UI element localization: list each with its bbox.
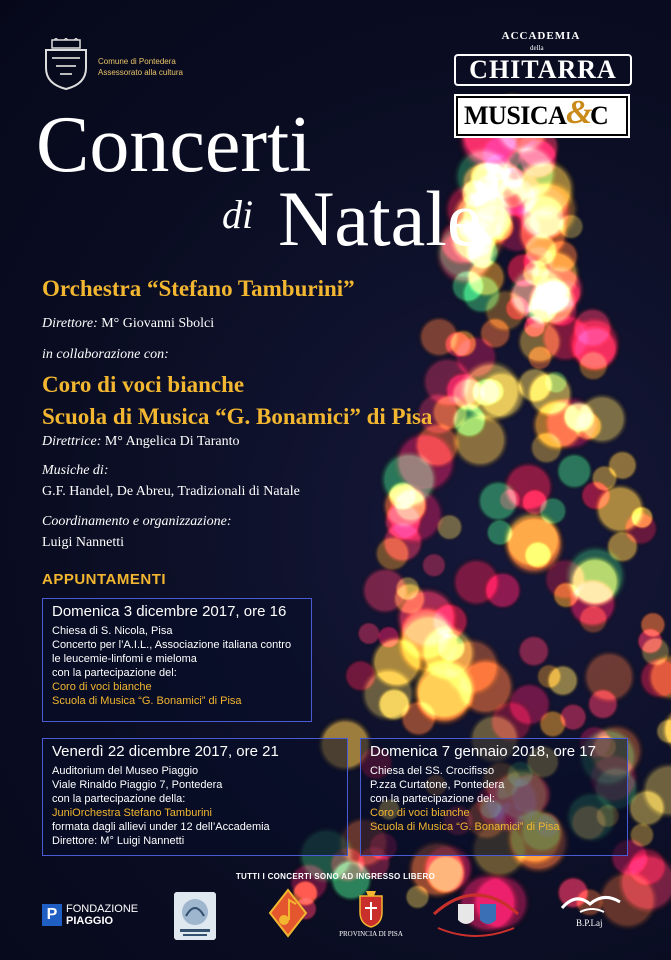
event-line: formata dagli allievi under 12 dell’Accademia [52,821,270,833]
autori-text: G.F. Handel, De Abreu, Tradizionali di Natale [42,484,300,499]
comune-cascina-logo [428,884,524,940]
fondazione-piaggio-mark: P [42,904,62,926]
event-line: con la partecipazione del: [52,667,177,679]
event-line: con la partecipazione del: [370,793,495,805]
bplaj-label: B.P.Laj [576,918,603,928]
appuntamenti-heading: APPUNTAMENTI [42,571,167,588]
assessorato-name: Assessorato alla cultura [98,68,183,77]
logo-c-text: C [590,101,609,130]
event-highlight: Scuola di Musica “G. Bonamici” di Pisa [52,695,242,707]
direttore-line [42,316,214,332]
event-line: Auditorium del Museo Piaggio [52,765,199,777]
direttrice-label: Direttrice: [42,434,102,449]
event-box-1 [42,598,312,722]
piaggio-label: PIAGGIO [66,915,114,927]
event-heading: Domenica 3 dicembre 2017, ore 16 [52,603,287,620]
fondazione-piaggio-text [66,903,138,927]
event-line: Chiesa del SS. Crocifisso [370,765,495,777]
logo-musica-text: MUSICA [464,101,567,130]
scuola-name: Scuola di Musica “G. Bonamici” di Pisa [42,404,433,429]
direttrice-line [42,434,239,450]
logo-ampersand: & [566,94,593,131]
logo-accademia-text: ACCADEMIA [501,30,581,42]
event-line: Concerto per l’A.I.L., Associazione italiana contro [52,639,292,651]
orchestra-name: Orchestra “Stefano Tamburini” [42,276,355,301]
logo-chitarra-text: CHITARRA [454,54,632,86]
free-entry-notice: TUTTI I CONCERTI SONO AD INGRESSO LIBERO [235,872,436,881]
event-line: le leucemie-linfomi e mieloma [52,653,197,665]
provincia-shield-icon [358,888,384,928]
coord-name: Luigi Nannetti [42,535,125,550]
scuola-musica-bonamici-logo [174,892,216,940]
event-line: Direttore: M° Luigi Nannetti [52,835,185,847]
title-di: di [222,192,254,237]
coro-name: Coro di voci bianche [42,372,245,397]
title-natale: Natale [278,175,482,262]
provincia-label: PROVINCIA DI PISA [339,930,403,938]
collab-label: in collaborazione con: [42,347,169,362]
event-box-3 [360,738,628,856]
event-line: P.zza Curtatone, Pontedera [370,779,505,791]
bplaj-logo [558,888,624,934]
event-line: Viale Rinaldo Piaggio 7, Pontedera [52,779,223,791]
event-line: con la partecipazione della: [52,793,186,805]
direttrice-name: M° Angelica Di Taranto [104,434,240,449]
comune-name: Comune di Pontedera [98,57,176,66]
direttore-name: M° Giovanni Sbolci [101,316,215,331]
accademia-chitarra-logo [450,30,632,86]
fondazione-piaggio-logo [42,902,142,928]
event-highlight: Coro di voci bianche [370,807,470,819]
event-heading: Domenica 7 gennaio 2018, ore 17 [370,743,596,760]
provincia-di-pisa-logo [334,888,408,940]
event-box-2 [42,738,348,856]
event-highlight: Coro di voci bianche [52,681,152,693]
title-concerti: Concerti [36,101,312,189]
event-highlight: JuniOrchestra Stefano Tamburini [52,807,212,819]
musiche-label: Musiche di: [42,463,109,478]
event-heading: Venerdì 22 dicembre 2017, ore 21 [52,743,279,760]
event-highlight: Scuola di Musica “G. Bonamici” di Pisa [370,821,560,833]
direttore-label: Direttore: [42,316,98,331]
music-note-logo [268,888,308,938]
comune-label [98,56,183,78]
event-line: Chiesa di S. Nicola, Pisa [52,625,173,637]
seagull-icon [558,888,624,918]
fondazione-label: FONDAZIONE [66,903,139,915]
logo-della-text: della [530,44,544,52]
coord-label: Coordinamento e organizzazione: [42,514,232,529]
comune-crest-icon [42,38,90,90]
musica-c-logo [456,96,628,136]
